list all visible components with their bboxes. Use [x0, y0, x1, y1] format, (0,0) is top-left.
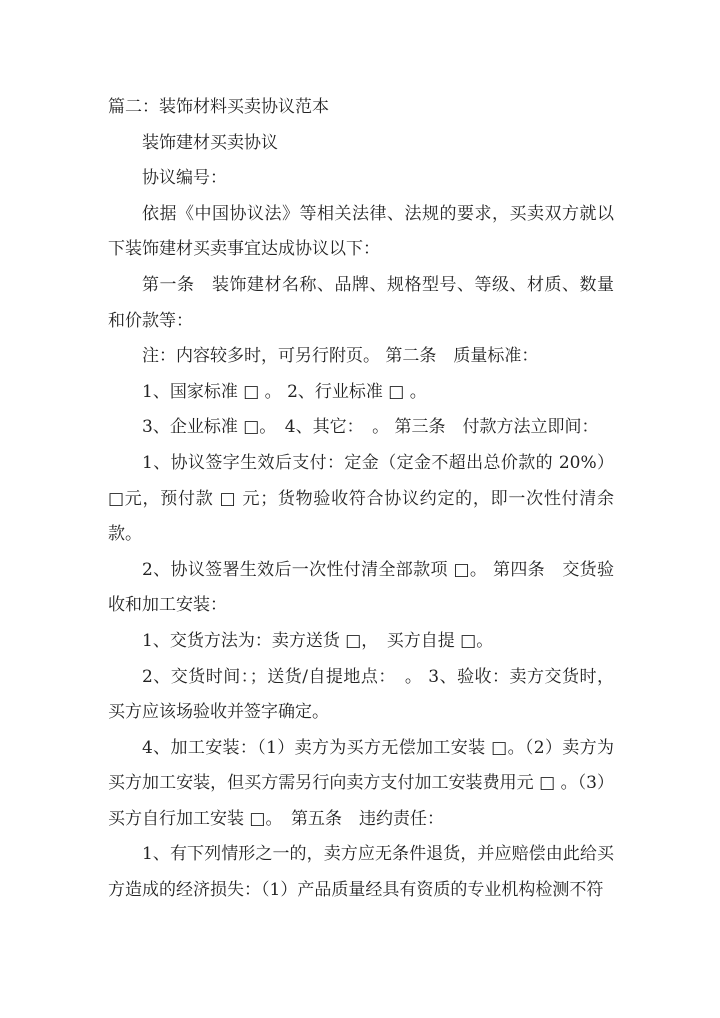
document-body — [108, 90, 614, 909]
paragraph-payment-2: 2、协议签署生效后一次性付清全部款项 □。 第四条 交货验收和加工安装： — [108, 559, 614, 616]
paragraph-standards-1: 1、国家标准 □ 。 2、行业标准 □ 。 — [142, 381, 427, 402]
paragraph-delivery-method: 1、交货方法为：卖方送货 □， 买方自提 □。 — [142, 630, 494, 651]
agreement-title: 装饰建材买卖协议 — [142, 132, 278, 153]
paragraph-intro: 依据《中国协议法》等相关法律、法规的要求，买卖双方就以下装饰建材买卖事宜达成协议以下： — [108, 203, 614, 260]
paragraph-payment-1: 1、协议签字生效后支付：定金（定金不超出总价款的 20%） □元，预付款 □ 元；货物验收符合协议约定的，即一次性付清余款。 — [108, 452, 614, 545]
document-heading: 篇二：装饰材料买卖协议范本 — [108, 97, 329, 117]
agreement-number: 协议编号： — [142, 168, 227, 189]
paragraph-delivery-time: 2、交货时间：；送货/自提地点： 。 3、验收：卖方交货时，买方应该场验收并签字确定。 — [108, 666, 614, 723]
paragraph-liability-1: 1、有下列情形之一的，卖方应无条件退货，并应赔偿由此给买方造成的经济损失：（1）产品质量经具有资质的专业机构检测不符 — [108, 844, 614, 901]
paragraph-note-article-2: 注：内容较多时，可另行附页。 第二条 质量标准： — [142, 346, 539, 367]
paragraph-installation: 4、加工安装：（1）卖方为买方无偿加工安装 □。（2）卖方为买方加工安装，但买方需另行向卖方支付加工安装费用元 □ 。（3）买方自行加工安装 □。 第五条 违约责任： — [108, 737, 614, 829]
paragraph-standards-2: 3、企业标准 □。 4、其它： 。 第三条 付款方法立即间： — [142, 417, 599, 438]
paragraph-article-1: 第一条 装饰建材名称、品牌、规格型号、等级、材质、数量和价款等： — [108, 274, 614, 331]
